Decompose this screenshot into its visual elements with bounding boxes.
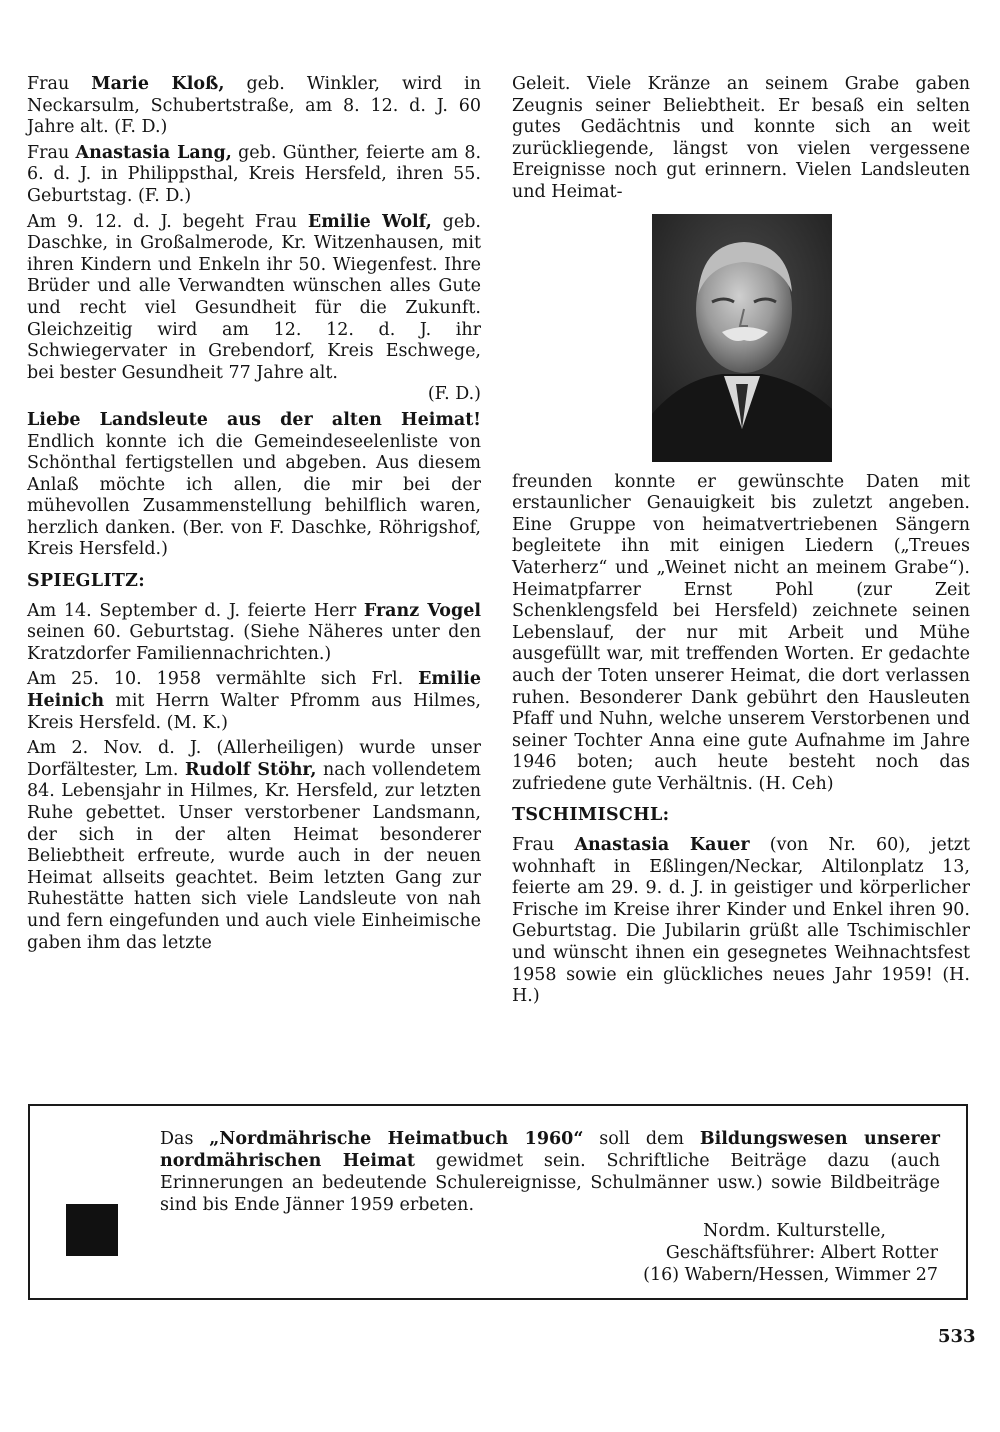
signature-line-3: (16) Wabern/Hessen, Wimmer 27 bbox=[643, 1265, 938, 1285]
announcement-text: Das „Nordmährische Heimatbuch 1960“ soll dem Bildungswesen unserer nordmährischen Heimat gewidmet sein. Schriftliche Beiträge dazu (auch Erinnerungen an bedeutende Schulereignisse, Schulmänner usw.) sowie Bildbeiträge sind bis Ende Jänner 1959 erbeten. bbox=[160, 1129, 940, 1215]
notice-rudolf-stoehr: Am 2. Nov. d. J. (Allerheiligen) wurde unser Dorfältester, Lm. Rudolf Stöhr, nach vollendetem 84. Lebensjahr in Hilmes, Kr. Hersfeld, zur letzten Ruhe gebettet. Unser verstorbener Landsmann, der sich in der alten Heimat besonderer Beliebtheit erfreute, wurde auch in der neuen Heimat allseits geachtet. Beim letzten Gang zur Ruhestätte hatten sich viele Landsleute von nah und fern eingefunden und auch viele Einheimische gaben ihm das letzte bbox=[27, 738, 482, 953]
portrait-image bbox=[652, 214, 832, 462]
right-column bbox=[512, 74, 970, 1012]
signature-line-2: Geschäftsführer: Albert Rotter bbox=[665, 1243, 938, 1263]
left-column bbox=[27, 74, 481, 958]
notice-anastasia-lang: Frau Anastasia Lang, geb. Günther, feierte am 8. 6. d. J. in Philippsthal, Kreis Hersfeld, ihren 55. Geburtstag. (F. D.) bbox=[27, 142, 482, 206]
page-number: 533 bbox=[938, 1326, 976, 1347]
black-square-marker bbox=[66, 1204, 118, 1256]
notice-marie-kloss: Frau Marie Kloß, geb. Winkler, wird in Neckarsulm, Schubertstraße, am 8. 12. d. J. 60 Jahre alt. (F. D.) bbox=[27, 74, 481, 138]
notice-emilie-heinich: Am 25. 10. 1958 vermählte sich Frl. Emilie Heinich mit Herrn Walter Pfromm aus Hilmes, Kreis Hersfeld. (M. K.) bbox=[27, 669, 481, 733]
signature-line-1: Nordm. Kulturstelle, bbox=[703, 1221, 886, 1241]
section-heading-spieglitz: SPIEGLITZ: bbox=[27, 571, 146, 592]
section-heading-tschimischl: TSCHIMISCHL: bbox=[512, 805, 670, 826]
obituary-continued-2: freunden konnte er gewünschte Daten mit erstaunlicher Genauigkeit bis zuletzt angeben. Eine Gruppe von heimatvertriebenen Sängern begleitete ihn mit einigen Liedern („Treues Vaterherz“ und „Weinet nicht an meinem Grabe“). Heimatpfarrer Ernst Pohl (zur Zeit Schenklengsfeld bei Hersfeld) zeichnete seinen Lebenslauf, der nur mit Arbeit und Mühe ausgefüllt war, mit treffenden Worten. Er gedachte auch der Toten unserer Heimat, die dort verlassen ruhen. Besonderer Dank gebührt den Hausleuten Pfaff und Nuhn, welche unserem Verstorbenen und seiner Tochter Anna eine gute Aufnahme im Jahre 1946 boten; auch heute besteht noch das zufriedene gute Verhältnis. (H. Ceh) bbox=[512, 471, 970, 794]
announcement-signature bbox=[643, 1220, 938, 1286]
announcement-box bbox=[28, 1104, 968, 1300]
notice-anastasia-kauer: Frau Anastasia Kauer (von Nr. 60), jetzt wohnhaft in Eßlingen/Neckar, Altilonplatz 13, feierte am 29. 9. d. J. in geistiger und körperlicher Frische im Kreise ihrer Kinder und Enkel ihren 90. Geburtstag. Die Jubilarin grüßt alle Tschimischler und wünscht ihnen ein gesegnetes Weihnachtsfest 1958 sowie ein glückliches neues Jahr 1959! (H. H.) bbox=[512, 835, 970, 1007]
notice-gemeindeseelenliste: Liebe Landsleute aus der alten Heimat! Endlich konnte ich die Gemeindeseelenliste von Schönthal fertigstellen und abgeben. Aus diesem Anlaß möchte ich allen, die mir bei der mühevollen Zusammenstellung behilflich waren, herzlich danken. (Ber. von F. Daschke, Röhrigshof, Kreis Hersfeld.) bbox=[27, 409, 481, 560]
obituary-continued: Geleit. Viele Kränze an seinem Grabe gaben Zeugnis seiner Beliebtheit. Er besaß ein selten gutes Gedächtnis und konnte sich an weit zurückliegende, längst von vielen vergessene Ereignisse noch gut erinnern. Vielen Landsleuten und Heimat- bbox=[512, 74, 970, 202]
notice-franz-vogel: Am 14. September d. J. feierte Herr Franz Vogel seinen 60. Geburtstag. (Siehe Näheres unter den Kratzdorfer Familiennachrichten.) bbox=[27, 600, 481, 664]
notice-emilie-wolf: Am 9. 12. d. J. begeht Frau Emilie Wolf, geb. Daschke, in Großalmerode, Kr. Witzenhausen, mit ihren Kindern und Enkeln ihr 50. Wiegenfest. Ihre Brüder und alle Verwandten wünschen alles Gute und recht viel Gesundheit für die Zukunft. Gleichzeitig wird am 12. 12. d. J. ihr Schwiegervater in Grebendorf, Kreis Eschwege, bei bester Gesundheit 77 Jahre alt. bbox=[27, 211, 481, 383]
portrait-photo bbox=[652, 214, 832, 462]
notice-signature: (F. D.) bbox=[427, 384, 481, 405]
